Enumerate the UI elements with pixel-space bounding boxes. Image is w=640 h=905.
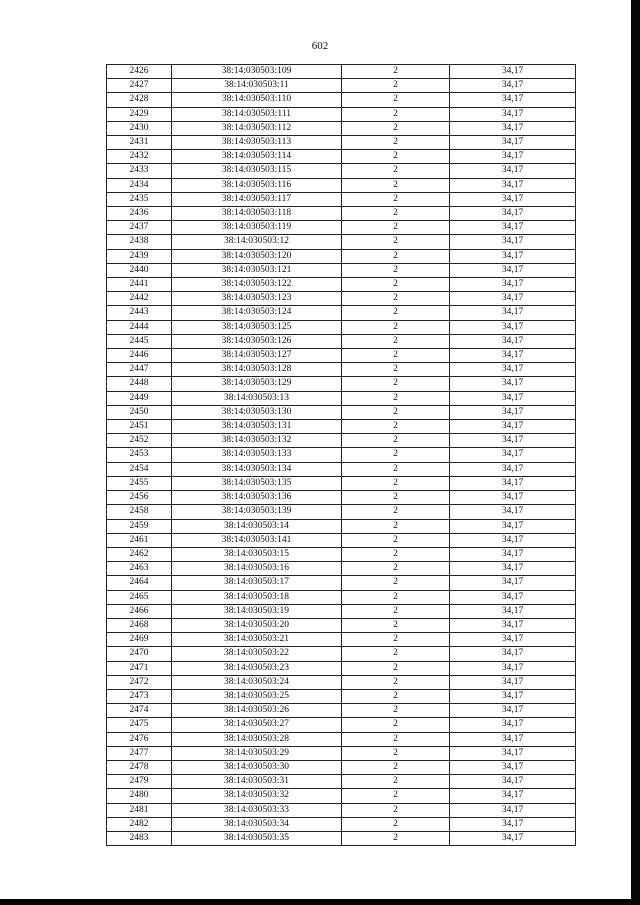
row-index-cell: 2434 (107, 178, 172, 192)
table-row (107, 562, 576, 576)
row-index-cell: 2452 (107, 434, 172, 448)
value-cell: 34,17 (450, 334, 576, 348)
row-index-cell: 2444 (107, 320, 172, 334)
value-cell: 34,17 (450, 476, 576, 490)
table-row (107, 363, 576, 377)
table-row (107, 789, 576, 803)
value-cell: 34,17 (450, 448, 576, 462)
row-index-cell: 2481 (107, 803, 172, 817)
table-row (107, 661, 576, 675)
table-row (107, 775, 576, 789)
cadastral-number-cell: 38:14:030503:128 (172, 363, 342, 377)
cadastral-number-cell: 38:14:030503:24 (172, 675, 342, 689)
count-cell: 2 (342, 192, 450, 206)
table-row (107, 249, 576, 263)
row-index-cell: 2477 (107, 746, 172, 760)
count-cell: 2 (342, 718, 450, 732)
row-index-cell: 2428 (107, 93, 172, 107)
value-cell: 34,17 (450, 235, 576, 249)
table-row (107, 689, 576, 703)
count-cell: 2 (342, 136, 450, 150)
row-index-cell: 2447 (107, 363, 172, 377)
count-cell: 2 (342, 618, 450, 632)
row-index-cell: 2468 (107, 618, 172, 632)
count-cell: 2 (342, 377, 450, 391)
row-index-cell: 2459 (107, 519, 172, 533)
table-row (107, 65, 576, 79)
count-cell: 2 (342, 79, 450, 93)
value-cell: 34,17 (450, 760, 576, 774)
row-index-cell: 2480 (107, 789, 172, 803)
value-cell: 34,17 (450, 391, 576, 405)
value-cell: 34,17 (450, 405, 576, 419)
row-index-cell: 2476 (107, 732, 172, 746)
table-row (107, 292, 576, 306)
value-cell: 34,17 (450, 533, 576, 547)
table-row (107, 306, 576, 320)
count-cell: 2 (342, 533, 450, 547)
row-index-cell: 2470 (107, 647, 172, 661)
table-row (107, 576, 576, 590)
value-cell: 34,17 (450, 434, 576, 448)
count-cell: 2 (342, 207, 450, 221)
row-index-cell: 2465 (107, 590, 172, 604)
table-row (107, 79, 576, 93)
value-cell: 34,17 (450, 775, 576, 789)
cadastral-number-cell: 38:14:030503:122 (172, 278, 342, 292)
table-row (107, 704, 576, 718)
value-cell: 34,17 (450, 746, 576, 760)
row-index-cell: 2446 (107, 349, 172, 363)
cadastral-number-cell: 38:14:030503:136 (172, 491, 342, 505)
row-index-cell: 2438 (107, 235, 172, 249)
row-index-cell: 2455 (107, 476, 172, 490)
cadastral-number-cell: 38:14:030503:32 (172, 789, 342, 803)
count-cell: 2 (342, 689, 450, 703)
count-cell: 2 (342, 420, 450, 434)
cadastral-number-cell: 38:14:030503:29 (172, 746, 342, 760)
row-index-cell: 2442 (107, 292, 172, 306)
count-cell: 2 (342, 547, 450, 561)
cadastral-number-cell: 38:14:030503:132 (172, 434, 342, 448)
cadastral-number-cell: 38:14:030503:130 (172, 405, 342, 419)
count-cell: 2 (342, 363, 450, 377)
value-cell: 34,17 (450, 789, 576, 803)
table-row (107, 178, 576, 192)
value-cell: 34,17 (450, 689, 576, 703)
count-cell: 2 (342, 391, 450, 405)
table-row (107, 831, 576, 845)
table-row (107, 192, 576, 206)
row-index-cell: 2482 (107, 817, 172, 831)
table-row (107, 278, 576, 292)
value-cell: 34,17 (450, 576, 576, 590)
value-cell: 34,17 (450, 320, 576, 334)
row-index-cell: 2443 (107, 306, 172, 320)
count-cell: 2 (342, 448, 450, 462)
value-cell: 34,17 (450, 817, 576, 831)
row-index-cell: 2458 (107, 505, 172, 519)
cadastral-number-cell: 38:14:030503:17 (172, 576, 342, 590)
cadastral-number-cell: 38:14:030503:126 (172, 334, 342, 348)
cadastral-number-cell: 38:14:030503:13 (172, 391, 342, 405)
cadastral-number-cell: 38:14:030503:139 (172, 505, 342, 519)
cadastral-number-cell: 38:14:030503:123 (172, 292, 342, 306)
table-row (107, 377, 576, 391)
cadastral-number-cell: 38:14:030503:15 (172, 547, 342, 561)
table-row (107, 263, 576, 277)
table-row (107, 448, 576, 462)
row-index-cell: 2433 (107, 164, 172, 178)
value-cell: 34,17 (450, 136, 576, 150)
value-cell: 34,17 (450, 661, 576, 675)
value-cell: 34,17 (450, 675, 576, 689)
cadastral-number-cell: 38:14:030503:27 (172, 718, 342, 732)
count-cell: 2 (342, 150, 450, 164)
value-cell: 34,17 (450, 192, 576, 206)
row-index-cell: 2437 (107, 221, 172, 235)
page-number: 602 (311, 40, 329, 52)
value-cell: 34,17 (450, 831, 576, 845)
count-cell: 2 (342, 107, 450, 121)
cadastral-number-cell: 38:14:030503:116 (172, 178, 342, 192)
cadastral-number-cell: 38:14:030503:111 (172, 107, 342, 121)
cadastral-number-cell: 38:14:030503:120 (172, 249, 342, 263)
value-cell: 34,17 (450, 121, 576, 135)
table-row (107, 476, 576, 490)
cadastral-number-cell: 38:14:030503:16 (172, 562, 342, 576)
table-row (107, 405, 576, 419)
registry-table (106, 64, 576, 846)
table-row (107, 121, 576, 135)
cadastral-number-cell: 38:14:030503:22 (172, 647, 342, 661)
count-cell: 2 (342, 817, 450, 831)
table-row (107, 320, 576, 334)
count-cell: 2 (342, 263, 450, 277)
cadastral-number-cell: 38:14:030503:134 (172, 462, 342, 476)
count-cell: 2 (342, 434, 450, 448)
cadastral-number-cell: 38:14:030503:31 (172, 775, 342, 789)
row-index-cell: 2478 (107, 760, 172, 774)
count-cell: 2 (342, 65, 450, 79)
count-cell: 2 (342, 803, 450, 817)
count-cell: 2 (342, 292, 450, 306)
cadastral-number-cell: 38:14:030503:129 (172, 377, 342, 391)
table-row (107, 93, 576, 107)
count-cell: 2 (342, 476, 450, 490)
table-row (107, 604, 576, 618)
value-cell: 34,17 (450, 178, 576, 192)
table-row (107, 760, 576, 774)
value-cell: 34,17 (450, 547, 576, 561)
value-cell: 34,17 (450, 292, 576, 306)
cadastral-number-cell: 38:14:030503:115 (172, 164, 342, 178)
count-cell: 2 (342, 675, 450, 689)
row-index-cell: 2473 (107, 689, 172, 703)
table-row (107, 732, 576, 746)
cadastral-number-cell: 38:14:030503:14 (172, 519, 342, 533)
cadastral-number-cell: 38:14:030503:118 (172, 207, 342, 221)
cadastral-number-cell: 38:14:030503:33 (172, 803, 342, 817)
value-cell: 34,17 (450, 164, 576, 178)
table-row (107, 334, 576, 348)
row-index-cell: 2432 (107, 150, 172, 164)
row-index-cell: 2427 (107, 79, 172, 93)
cadastral-number-cell: 38:14:030503:131 (172, 420, 342, 434)
count-cell: 2 (342, 306, 450, 320)
cadastral-number-cell: 38:14:030503:125 (172, 320, 342, 334)
cadastral-number-cell: 38:14:030503:119 (172, 221, 342, 235)
cadastral-number-cell: 38:14:030503:26 (172, 704, 342, 718)
value-cell: 34,17 (450, 221, 576, 235)
scan-edge-bottom (0, 899, 640, 905)
value-cell: 34,17 (450, 505, 576, 519)
value-cell: 34,17 (450, 349, 576, 363)
count-cell: 2 (342, 831, 450, 845)
table-row (107, 207, 576, 221)
row-index-cell: 2471 (107, 661, 172, 675)
value-cell: 34,17 (450, 65, 576, 79)
value-cell: 34,17 (450, 93, 576, 107)
count-cell: 2 (342, 576, 450, 590)
row-index-cell: 2451 (107, 420, 172, 434)
row-index-cell: 2431 (107, 136, 172, 150)
cadastral-number-cell: 38:14:030503:35 (172, 831, 342, 845)
count-cell: 2 (342, 235, 450, 249)
value-cell: 34,17 (450, 604, 576, 618)
cadastral-number-cell: 38:14:030503:23 (172, 661, 342, 675)
row-index-cell: 2445 (107, 334, 172, 348)
count-cell: 2 (342, 121, 450, 135)
cadastral-number-cell: 38:14:030503:133 (172, 448, 342, 462)
row-index-cell: 2479 (107, 775, 172, 789)
cadastral-number-cell: 38:14:030503:30 (172, 760, 342, 774)
cadastral-number-cell: 38:14:030503:109 (172, 65, 342, 79)
count-cell: 2 (342, 647, 450, 661)
table-row (107, 505, 576, 519)
row-index-cell: 2439 (107, 249, 172, 263)
row-index-cell: 2429 (107, 107, 172, 121)
count-cell: 2 (342, 604, 450, 618)
count-cell: 2 (342, 746, 450, 760)
table-row (107, 491, 576, 505)
row-index-cell: 2474 (107, 704, 172, 718)
count-cell: 2 (342, 164, 450, 178)
count-cell: 2 (342, 491, 450, 505)
cadastral-number-cell: 38:14:030503:114 (172, 150, 342, 164)
count-cell: 2 (342, 633, 450, 647)
table-row (107, 547, 576, 561)
table-row (107, 420, 576, 434)
count-cell: 2 (342, 320, 450, 334)
count-cell: 2 (342, 590, 450, 604)
row-index-cell: 2430 (107, 121, 172, 135)
row-index-cell: 2453 (107, 448, 172, 462)
count-cell: 2 (342, 519, 450, 533)
value-cell: 34,17 (450, 249, 576, 263)
value-cell: 34,17 (450, 618, 576, 632)
row-index-cell: 2448 (107, 377, 172, 391)
row-index-cell: 2483 (107, 831, 172, 845)
count-cell: 2 (342, 349, 450, 363)
row-index-cell: 2449 (107, 391, 172, 405)
table-row (107, 647, 576, 661)
table-row (107, 150, 576, 164)
table-row (107, 221, 576, 235)
value-cell: 34,17 (450, 590, 576, 604)
value-cell: 34,17 (450, 377, 576, 391)
count-cell: 2 (342, 249, 450, 263)
count-cell: 2 (342, 760, 450, 774)
count-cell: 2 (342, 775, 450, 789)
row-index-cell: 2475 (107, 718, 172, 732)
value-cell: 34,17 (450, 732, 576, 746)
value-cell: 34,17 (450, 462, 576, 476)
table-row (107, 590, 576, 604)
count-cell: 2 (342, 661, 450, 675)
row-index-cell: 2426 (107, 65, 172, 79)
count-cell: 2 (342, 505, 450, 519)
row-index-cell: 2450 (107, 405, 172, 419)
table-row (107, 746, 576, 760)
cadastral-number-cell: 38:14:030503:18 (172, 590, 342, 604)
table-row (107, 803, 576, 817)
cadastral-number-cell: 38:14:030503:117 (172, 192, 342, 206)
row-index-cell: 2462 (107, 547, 172, 561)
count-cell: 2 (342, 732, 450, 746)
cadastral-number-cell: 38:14:030503:135 (172, 476, 342, 490)
value-cell: 34,17 (450, 718, 576, 732)
scan-edge-right (631, 0, 640, 905)
table-row (107, 136, 576, 150)
table-row (107, 349, 576, 363)
table-row (107, 164, 576, 178)
cadastral-number-cell: 38:14:030503:127 (172, 349, 342, 363)
cadastral-number-cell: 38:14:030503:113 (172, 136, 342, 150)
value-cell: 34,17 (450, 363, 576, 377)
cadastral-number-cell: 38:14:030503:112 (172, 121, 342, 135)
cadastral-number-cell: 38:14:030503:21 (172, 633, 342, 647)
cadastral-number-cell: 38:14:030503:12 (172, 235, 342, 249)
value-cell: 34,17 (450, 150, 576, 164)
count-cell: 2 (342, 334, 450, 348)
row-index-cell: 2456 (107, 491, 172, 505)
count-cell: 2 (342, 462, 450, 476)
value-cell: 34,17 (450, 306, 576, 320)
row-index-cell: 2435 (107, 192, 172, 206)
row-index-cell: 2472 (107, 675, 172, 689)
value-cell: 34,17 (450, 278, 576, 292)
table-row (107, 519, 576, 533)
row-index-cell: 2436 (107, 207, 172, 221)
row-index-cell: 2440 (107, 263, 172, 277)
value-cell: 34,17 (450, 562, 576, 576)
cadastral-number-cell: 38:14:030503:110 (172, 93, 342, 107)
value-cell: 34,17 (450, 207, 576, 221)
value-cell: 34,17 (450, 704, 576, 718)
table-row (107, 462, 576, 476)
table-row (107, 618, 576, 632)
row-index-cell: 2461 (107, 533, 172, 547)
cadastral-number-cell: 38:14:030503:141 (172, 533, 342, 547)
count-cell: 2 (342, 93, 450, 107)
cadastral-number-cell: 38:14:030503:20 (172, 618, 342, 632)
row-index-cell: 2454 (107, 462, 172, 476)
table-row (107, 391, 576, 405)
count-cell: 2 (342, 405, 450, 419)
cadastral-number-cell: 38:14:030503:11 (172, 79, 342, 93)
value-cell: 34,17 (450, 647, 576, 661)
table-row (107, 235, 576, 249)
table-row (107, 718, 576, 732)
cadastral-number-cell: 38:14:030503:34 (172, 817, 342, 831)
value-cell: 34,17 (450, 79, 576, 93)
table-row (107, 675, 576, 689)
value-cell: 34,17 (450, 633, 576, 647)
count-cell: 2 (342, 278, 450, 292)
table-row (107, 434, 576, 448)
row-index-cell: 2466 (107, 604, 172, 618)
value-cell: 34,17 (450, 107, 576, 121)
count-cell: 2 (342, 789, 450, 803)
cadastral-number-cell: 38:14:030503:124 (172, 306, 342, 320)
value-cell: 34,17 (450, 519, 576, 533)
count-cell: 2 (342, 562, 450, 576)
table-row (107, 533, 576, 547)
table-row (107, 633, 576, 647)
value-cell: 34,17 (450, 803, 576, 817)
row-index-cell: 2441 (107, 278, 172, 292)
cadastral-number-cell: 38:14:030503:19 (172, 604, 342, 618)
cadastral-number-cell: 38:14:030503:121 (172, 263, 342, 277)
count-cell: 2 (342, 178, 450, 192)
count-cell: 2 (342, 221, 450, 235)
cadastral-number-cell: 38:14:030503:25 (172, 689, 342, 703)
value-cell: 34,17 (450, 263, 576, 277)
count-cell: 2 (342, 704, 450, 718)
cadastral-number-cell: 38:14:030503:28 (172, 732, 342, 746)
value-cell: 34,17 (450, 491, 576, 505)
registry-table-body (107, 65, 576, 846)
row-index-cell: 2463 (107, 562, 172, 576)
row-index-cell: 2464 (107, 576, 172, 590)
value-cell: 34,17 (450, 420, 576, 434)
row-index-cell: 2469 (107, 633, 172, 647)
table-row (107, 107, 576, 121)
table-row (107, 817, 576, 831)
